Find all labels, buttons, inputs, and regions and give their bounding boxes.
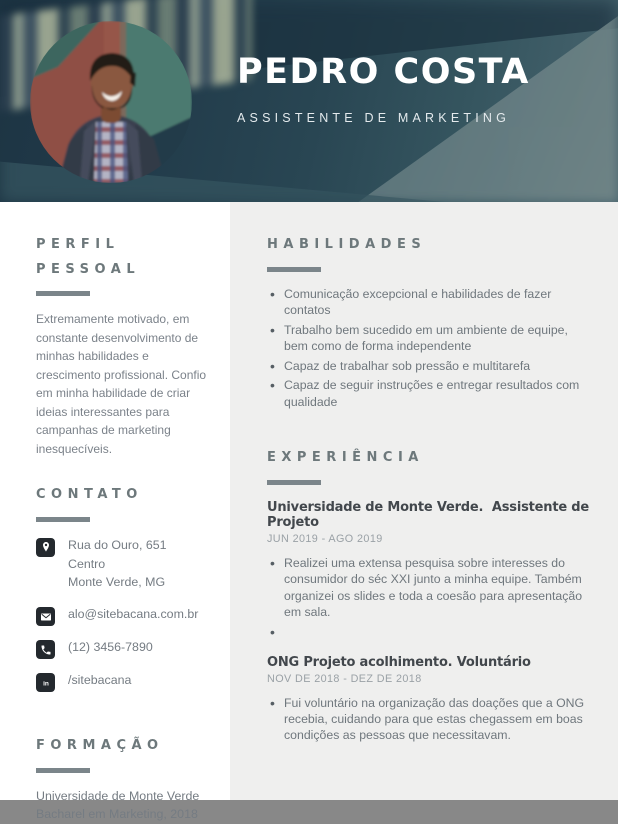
header-banner [0,0,618,202]
contact-rule-divider [36,517,90,522]
job-bullet-empty [267,624,592,640]
email-icon [36,607,55,626]
skills-heading: HABILIDADES [267,237,427,252]
profile-photo [30,21,192,183]
contact-linkedin: /sitebacana [68,673,132,688]
section-profile [36,233,214,458]
address-line-3: Monte Verde, MG [68,575,166,590]
job-bullet-list [267,695,592,744]
education-rule-divider [36,768,90,773]
job-bullet-list [267,555,592,640]
section-education [36,734,214,824]
job-date: JUN 2019 - AGO 2019 [267,532,383,545]
contact-address [68,537,167,593]
education-school: Universidade de Monte Verde [36,788,200,803]
contact-row-email [36,606,214,626]
map-pin-icon [36,538,55,557]
skill-item: • Capaz de trabalhar sob pressão e multitarefa [267,358,592,374]
contact-email: alo@sitebacana.com.br [68,607,199,622]
profile-heading: PERFIL PESSOAL [36,237,141,277]
skills-list [267,286,592,410]
skill-item: • Capaz de seguir instruções e entregar resultados com qualidade [267,377,592,410]
address-line-1: Rua do Ouro, 651 [68,537,167,552]
education-degree: Bacharel em Marketing, 2018 [36,807,198,822]
linkedin-icon [36,673,55,692]
education-details [36,787,214,824]
body-columns [0,202,618,822]
job-bullet: • Realizei uma extensa pesquisa sobre interesses do consumidor do séc XXI junto a minha equipe. Também organizei os slides e toda a coesão para apresentação em sala. [267,555,592,621]
contact-row-linkedin [36,672,214,692]
skill-item: • Trabalho bem sucedido em um ambiente de equipe, bem como de forma independente [267,322,592,355]
svg-text:in: in [42,680,49,688]
skills-rule-divider [267,267,321,272]
job-title: ONG Projeto acolhimento. Voluntário [267,654,531,670]
contact-heading: CONTATO [36,487,143,503]
section-contact [36,483,214,692]
experience-entry [267,655,592,744]
contact-phone: (12) 3456-7890 [68,640,153,655]
phone-icon [36,640,55,659]
header-text-block [237,52,530,125]
experience-rule-divider [267,480,321,485]
main-column [230,202,618,800]
contact-row-phone [36,639,214,659]
experience-entry [267,500,592,640]
person-name: PEDRO COSTA [237,52,530,92]
contact-list [36,537,214,692]
job-bullet: • Fui voluntário na organização das doações que a ONG recebia, cuidando para que estas chegassem em boas condições as pessoas que necessitavam. [267,695,592,744]
education-heading: FORMAÇÃO [36,738,164,754]
contact-row-address [36,537,214,593]
experience-heading: EXPERIÊNCIA [267,449,424,465]
profile-rule-divider [36,291,90,296]
left-sidebar [0,202,230,822]
job-date: NOV DE 2018 - DEZ DE 2018 [267,672,422,685]
profile-summary-text: Extremamente motivado, em constante desenvolvimento de minhas habilidades e crescimento profissional. Confio em minha habilidade de criar ideias interessantes para campanhas de marketing inesquecíveis. [36,312,207,456]
section-experience [267,446,592,744]
address-line-2: Centro [68,556,106,571]
section-skills [267,233,592,410]
job-title: Universidade de Monte Verde. Assistente de Projeto [267,499,594,530]
person-job-title: ASSISTENTE DE MARKETING [237,111,511,125]
skill-item: • Comunicação excepcional e habilidades de fazer contatos [267,286,592,319]
